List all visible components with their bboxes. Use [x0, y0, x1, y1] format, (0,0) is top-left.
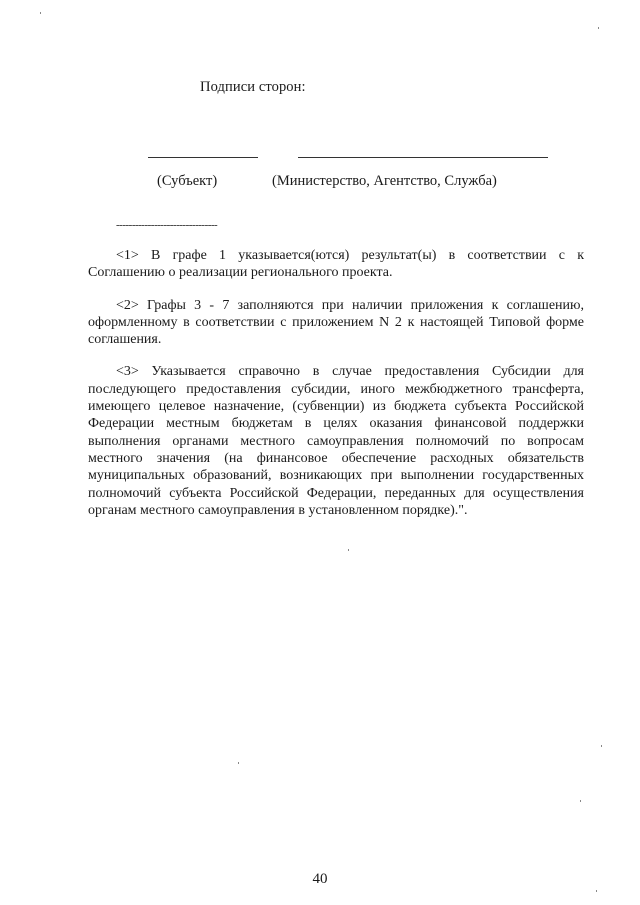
scan-speck	[40, 12, 41, 14]
ministry-signature-line	[298, 157, 548, 158]
scan-speck	[238, 762, 239, 764]
scan-speck	[596, 890, 597, 892]
signatures-heading: Подписи сторон:	[200, 79, 306, 95]
page-number: 40	[312, 871, 328, 887]
subject-signature-label: (Субъект)	[157, 173, 218, 189]
scan-speck	[348, 549, 349, 551]
ministry-signature-label: (Министерство, Агентство, Служба)	[272, 173, 497, 189]
footnote-separator: --------------------------------	[116, 219, 218, 231]
footnote-3: <3> Указывается справочно в случае предоставления Субсидии для последующего предоставления субсидии, иного межбюджетного трансферта, имеющего целевое назначение, (субвенции) из бюджета субъекта Российской Федерации местным бюджетам в целях оказания финансовой поддержки выполнения органами местного самоуправления полномочий по вопросам местного значения (на финансовое обеспечение расходных обязательств муниципальных образований, возникающих при выполнении государственных полномочий субъекта Российской Федерации, переданных для осуществления органам местного самоуправления в установленном порядке).".	[88, 364, 584, 518]
scan-speck	[580, 800, 581, 802]
subject-signature-line	[148, 157, 258, 158]
footnotes	[88, 247, 584, 534]
footnote-2: <2> Графы 3 - 7 заполняются при наличии приложения к соглашению, оформленному в соответствии с приложением N 2 к настоящей Типовой форме соглашения.	[88, 297, 584, 348]
scan-speck	[601, 745, 602, 747]
scan-speck	[598, 27, 599, 29]
footnote-1: <1> В графе 1 указывается(ются) результат(ы) в соответствии с к Соглашению о реализации регионального проекта.	[88, 248, 584, 281]
